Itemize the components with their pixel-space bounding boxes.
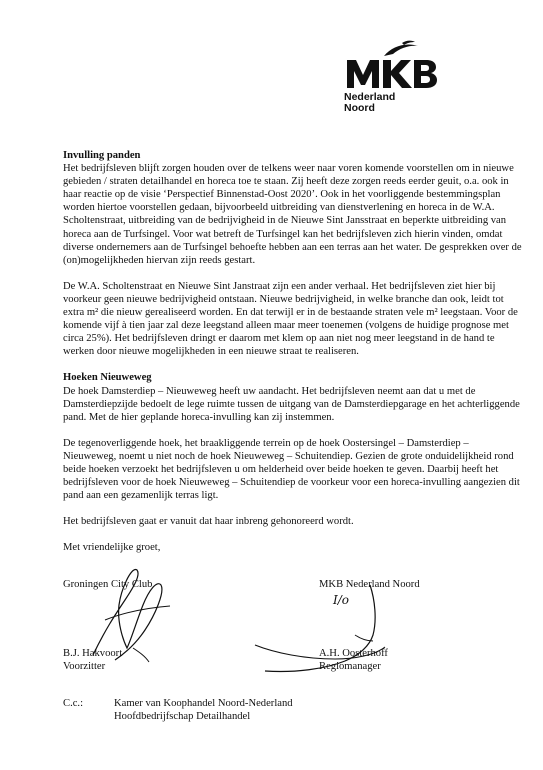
cc-recipient: Kamer van Koophandel Noord-Nederland [114,698,293,709]
logo-subtitle-line1: Nederland [344,91,396,103]
signatory-name: A.H. Oosterhoff [319,648,388,659]
paragraph: De tegenoverliggende hoek, het braakliggende terrein op de hoek Oostersingel – Damsterdiep – Nieuweweg, noemt u niet noch de hoek Nieuweweg – Schuitendiep. Gezien de grote onduidelijkheid rond beide hoeken verzoekt het bedrijfsleven u om helderheid over beide hoeken te geven. Daarbij heeft het bedrijfsleven voor de hoek Nieuweweg – Schuitendiep de voorkeur voor een horeca-invulling aangezien dit pand aan een gezamenlijk terras ligt. [63,437,520,502]
signatory-organisation: MKB Nederland Noord [319,579,420,590]
initial-mark: I/o [333,593,350,607]
mkb-logo [344,40,440,120]
cc-label: C.c.: [63,698,84,709]
signature-oosterhoff [235,575,405,685]
paragraph: Het bedrijfsleven blijft zorgen houden over de telkens weer naar voren komende voorstellen om in nieuwe gebieden / straten detailhandel en horeca toe te staan. Zij heeft deze zorgen reeds eerder geuit, o.a. ook in haar reactie op de visie ‘Perspectief Binnenstad-Oost 2020’. Ook in het voorliggende bestemmingsplan worden hiertoe voorstellen gedaan, bijvoorbeeld uitbreiding van dienstverlening en horeca in de W.A. Scholtenstraat, uitbreiding van de bedrijvigheid in de Nieuwe Sint Jansstraat en beperkte uitbreiding van horeca aan de Turfsingel. Voor wat betreft de Turfsingel kan het bedrijfsleven zich hierin vinden, omdat diverse ondernemers aan de Turfsingel behoefte hebben aan een terras aan het water. De gesprekken over de (on)mogelijkheden hiervan zijn reeds gestart. [63,163,522,266]
signatory-role: Voorzitter [63,661,106,673]
letter-body [63,149,523,554]
closing-greeting: Met vriendelijke groet, [63,542,161,554]
section-invulling-panden [63,149,523,358]
section-hoeken-nieuweweg [63,371,523,528]
paragraph: De hoek Damsterdiep – Nieuweweg heeft uw aandacht. Het bedrijfsleven neemt aan dat u met de Damsterdiepzijde bedoelt de lege ruimte tussen de uitgang van de Damsterdiepgarage en het achterliggende pand. Met de hier geplande horeca-invulling kan zij instemmen. [63,385,520,423]
paragraph: Het bedrijfsleven gaat er vanuit dat haar inbreng gehonoreerd wordt. [63,516,354,528]
cc-recipient: Hoofdbedrijfschap Detailhandel [114,711,251,723]
logo-subtitle [344,92,395,114]
mkb-logo-mark [344,40,440,92]
logo-subtitle-line2: Noord [344,102,375,114]
signatory-role: Regiomanager [319,661,381,673]
signatory-name: B.J. Hakvoort [63,648,123,659]
section-heading: Invulling panden [63,150,141,161]
signatory-organisation: Groningen City Club [63,579,153,590]
paragraph: De W.A. Scholtenstraat en Nieuwe Sint Janstraat zijn een ander verhaal. Het bedrijfsleven ziet hier bij voorkeur geen nieuwe bedrijvigheid ontstaan. Nieuwe bedrijvigheid, in welke branche dan ook, leidt tot extra m² die nieuw gerealiseerd worden. En dat terwijl er in de bestaande straten vele m² leegstaan. Voor de komende vijf à tien jaar zal deze leegstand alleen maar meer toenemen (volgens de huidige prognose met circa 25%). Het bedrijfsleven dringt er daarom met klem op aan niet nog meer leegstand in de hand te werken door nieuwe mogelijkheden in een nieuwe straat te realiseren. [63,280,518,358]
section-heading: Hoeken Nieuweweg [63,372,152,384]
cc-recipients [114,697,293,723]
signature-hakvoort [75,560,185,670]
